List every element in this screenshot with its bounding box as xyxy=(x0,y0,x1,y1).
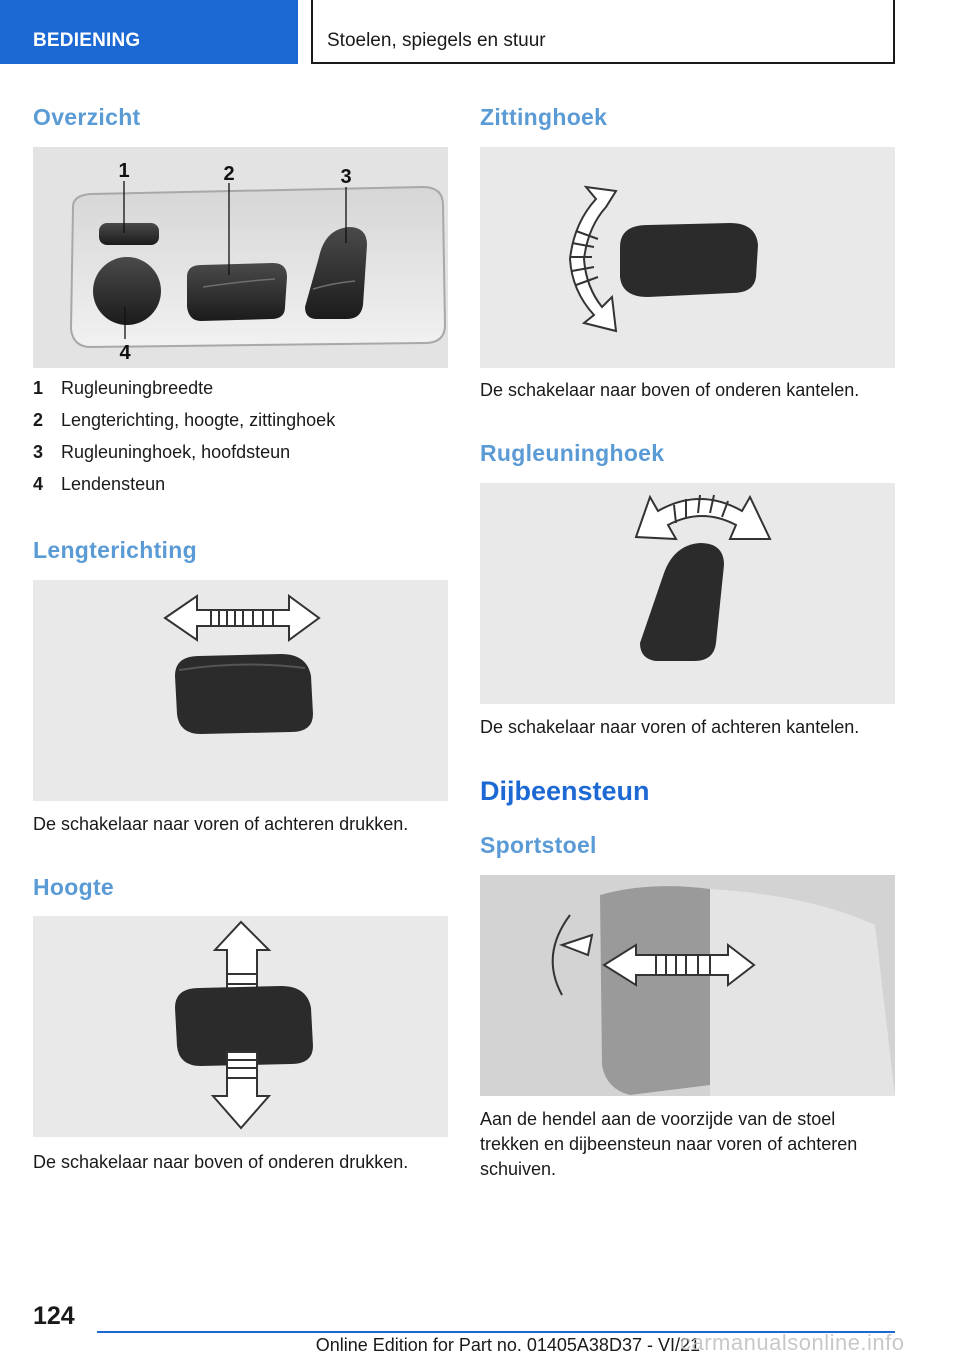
footer-edition: Online Edition for Part no. 01405A38D37 - VI/21 xyxy=(315,1335,700,1355)
figure-length-adjust xyxy=(33,580,448,801)
callout-2: 2 xyxy=(223,163,235,185)
curved-vertical-arrow-illustration xyxy=(480,147,895,368)
legend-label: Lengterichting, hoogte, zittinghoek xyxy=(61,410,336,430)
legend-item xyxy=(33,410,448,442)
legend-number: 4 xyxy=(33,474,44,494)
callout-3: 3 xyxy=(340,166,352,188)
figure-thigh-support xyxy=(480,875,895,1096)
legend-number: 1 xyxy=(33,378,44,398)
heading-lengterichting: Lengterichting xyxy=(33,537,197,563)
callout-4: 4 xyxy=(119,342,131,364)
heading-rugleuninghoek: Rugleuninghoek xyxy=(480,440,665,466)
figure-backrest-angle xyxy=(480,483,895,704)
vertical-arrow-illustration xyxy=(33,916,448,1137)
legend-number: 3 xyxy=(33,442,44,462)
heading-overzicht: Overzicht xyxy=(33,104,141,130)
legend-item xyxy=(33,378,448,410)
legend-label: Rugleuninghoek, hoofdsteun xyxy=(61,442,291,462)
legend-number: 2 xyxy=(33,410,44,430)
thigh-support-illustration xyxy=(480,875,895,1096)
legend-label: Lendensteun xyxy=(61,474,166,494)
horizontal-arrow-illustration xyxy=(33,580,448,801)
seat-angle-description: De schakelaar naar boven of onderen kantelen. xyxy=(480,380,860,400)
seat-controls-overview-illustration xyxy=(33,147,448,368)
thigh-description: Aan de hendel aan de voorzijde van de stoel trekken en dijbeensteun naar voren of achteren schuiven. xyxy=(480,1109,858,1179)
page-number: 124 xyxy=(33,1302,75,1330)
heading-zittinghoek: Zittinghoek xyxy=(480,104,608,130)
header-chapter-box xyxy=(311,0,895,64)
legend-item xyxy=(33,442,448,474)
figure-seat-angle xyxy=(480,147,895,368)
callout-1: 1 xyxy=(118,160,130,182)
figure-height-adjust xyxy=(33,916,448,1137)
backrest-angle-description: De schakelaar naar voren of achteren kantelen. xyxy=(480,717,860,737)
curved-horizontal-arrow-illustration xyxy=(480,483,895,704)
header-section-tab xyxy=(0,0,298,64)
legend-label: Rugleuningbreedte xyxy=(61,378,214,398)
legend-item xyxy=(33,474,448,506)
heading-sportstoel: Sportstoel xyxy=(480,832,597,858)
overview-legend xyxy=(33,378,448,506)
header-chapter-label: Stoelen, spiegels en stuur xyxy=(327,30,546,51)
figure-seat-controls-overview xyxy=(33,147,448,368)
watermark: carmanualsonline.info xyxy=(680,1330,905,1355)
heading-hoogte: Hoogte xyxy=(33,874,115,900)
height-description: De schakelaar naar boven of onderen drukken. xyxy=(33,1152,409,1172)
length-description: De schakelaar naar voren of achteren drukken. xyxy=(33,814,409,834)
heading-dijbeensteun: Dijbeensteun xyxy=(480,776,650,806)
header-section-label: BEDIENING xyxy=(33,30,141,51)
